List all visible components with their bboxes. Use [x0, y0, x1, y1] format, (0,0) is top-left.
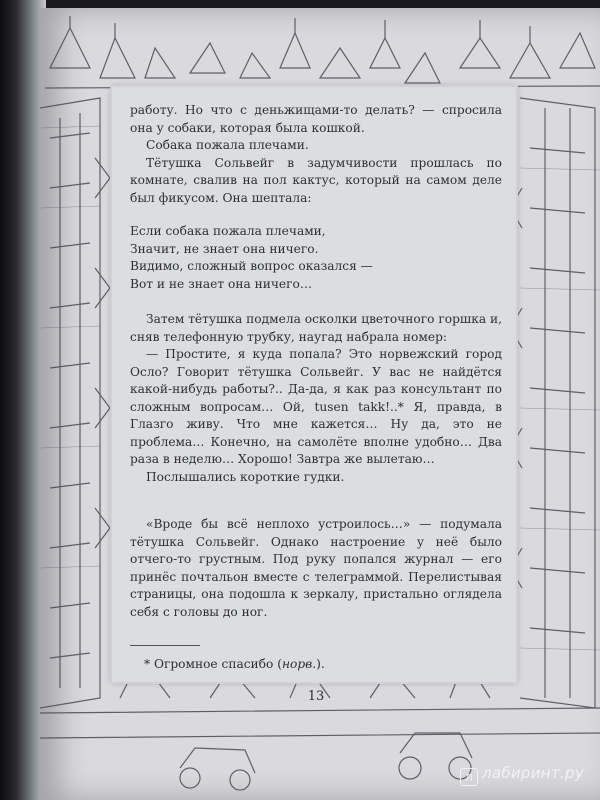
paragraph-3: Тётушка Сольвейг в задумчивости прошлась по комнате, свалив на пол кактус, который на самом деле был фикусом. Она шептала:	[130, 155, 502, 205]
paragraph-4: Затем тётушка подмела осколки цветочного горшка и, сняв телефонную трубку, наугад набрала номер:	[130, 312, 502, 344]
paragraph-2: Собака пожала плечами.	[146, 138, 309, 152]
paragraph-5: — Простите, я куда попала? Это норвежский город Осло? Говорит тётушка Сольвейг. У вас не найдётся какой-нибудь работы?.. Да-да, я как раз консультант по сложным вопросам… Ой, tusen takk!..* Я, правда, в Глазго живу. Что мне кажется… Ну да, это не проблема… Конечно, на самолёте вполне удобно… Два раза в неделю… Хорошо! Завтра же вылетаю…	[130, 347, 502, 466]
verse-line: Если собака пожала плечами,	[130, 224, 326, 238]
verse-line: Видимо, сложный вопрос оказался —	[130, 259, 373, 273]
footnote-rule	[130, 645, 200, 646]
footnote: * Огромное спасибо (норв.).	[144, 657, 325, 671]
paragraph-7: «Вроде бы всё неплохо устроилось…» — подумала тётушка Сольвейг. Однако настроение у неё было отчего-то грустным. Под руку попался журнал — его принёс почтальон вместе с телеграммой. Перелистывая страницы, она подошла к зеркалу, пристально оглядела себя с головы до ног.	[130, 517, 502, 619]
verse-line: Вот и не знает она ничего…	[130, 276, 313, 291]
verse-line: Значит, не знает она ничего.	[130, 241, 319, 256]
page-number: 13	[307, 688, 325, 704]
paragraph-1: работу. Но что с деньжищами-то делать? — спросила она у собаки, которая была кошкой.	[130, 103, 502, 135]
page-text	[130, 102, 502, 705]
watermark: л лабиринт.ру	[460, 764, 584, 786]
labirint-logo-icon: л	[460, 768, 478, 786]
paragraph-6: Послышались короткие гудки.	[146, 469, 345, 484]
